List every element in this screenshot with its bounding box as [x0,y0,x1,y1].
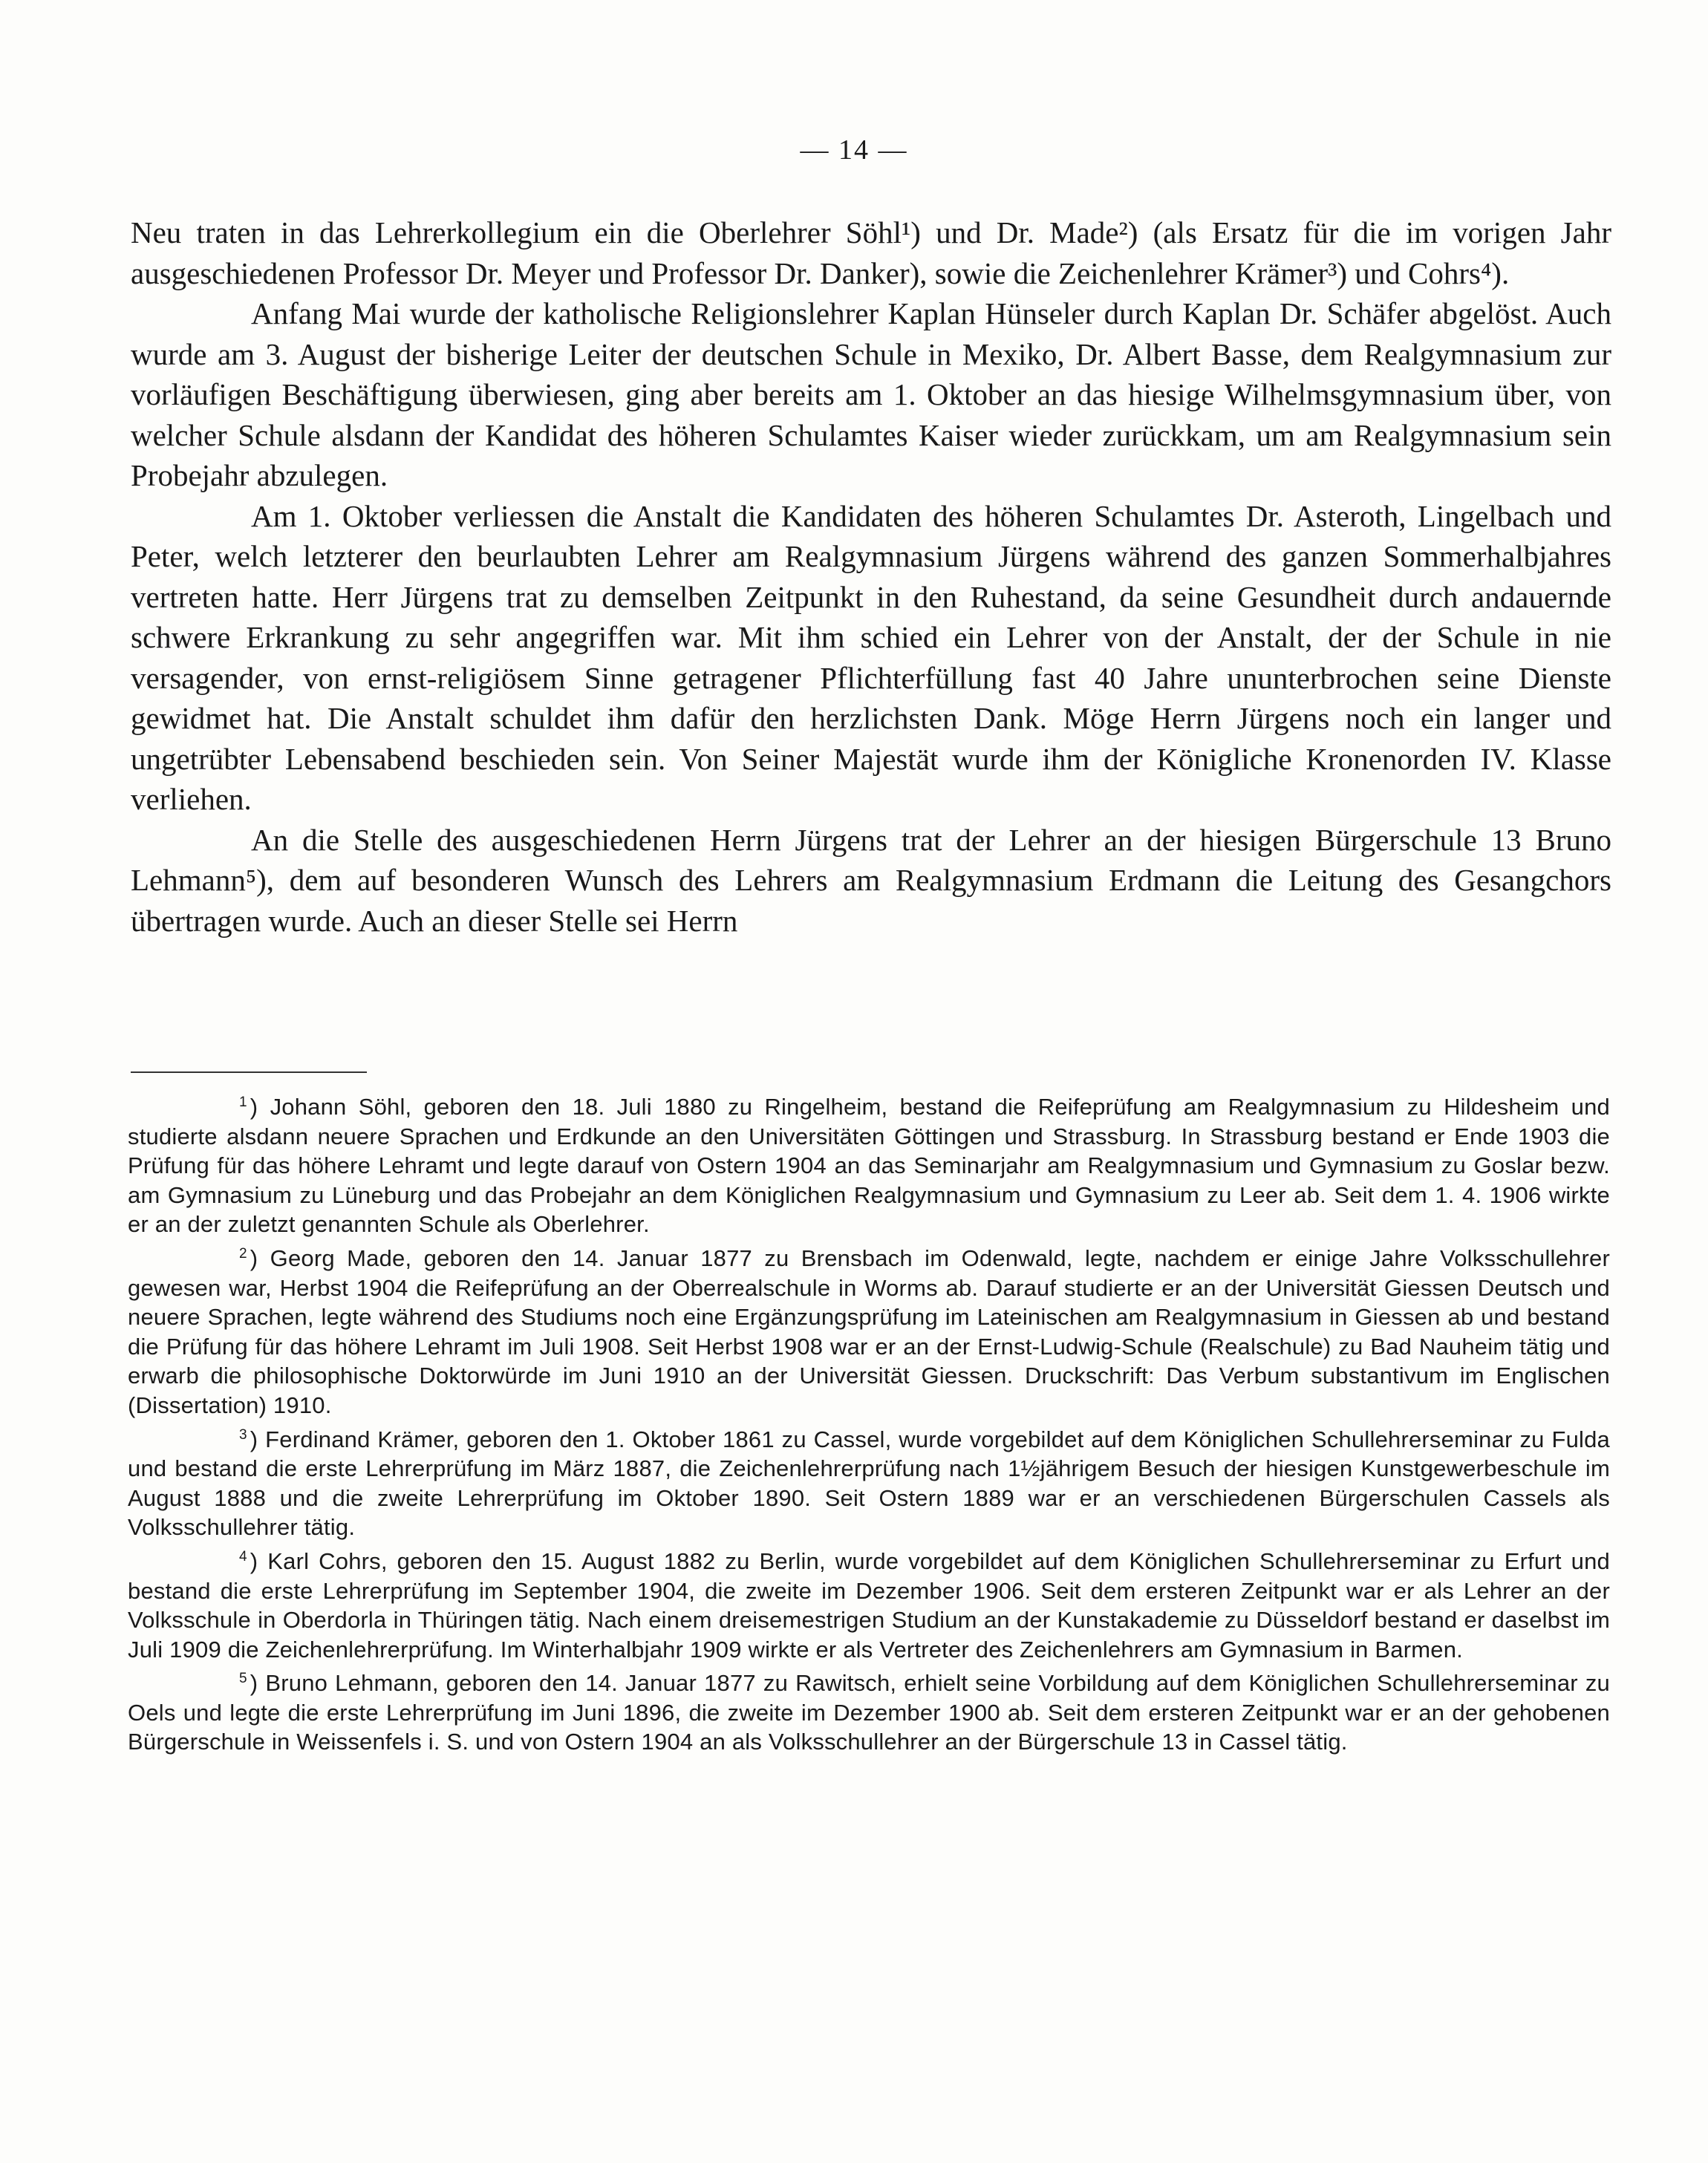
footnote [128,1668,1610,1757]
footnote-marker-paren: ) [250,1094,258,1120]
page-number: — 14 — [800,134,908,166]
footnote [128,1244,1610,1420]
footnotes [128,1092,1610,1761]
footnote-text: Johann Söhl, geboren den 18. Juli 1880 zu Ringelheim, bestand die Reifeprüfung am Realgymnasium zu Hildesheim und studierte alsdann neuere Sprachen und Erdkunde an den Universitäten Göttingen und Strassburg. In Strassburg bestand er Ende 1903 die Prüfung für das höhere Lehramt und legte darauf von Ostern 1904 an das Seminarjahr am Realgymnasium und Gymnasium zu Goslar bezw. am Gymnasium zu Lüneburg und das Probejahr an dem Königlichen Realgymnasium und Gymnasium zu Leer ab. Seit dem 1. 4. 1906 wirkte er an der zuletzt genannten Schule als Oberlehrer. [128,1094,1610,1238]
footnote-marker-paren: ) [250,1670,258,1697]
footnote-text: Karl Cohrs, geboren den 15. August 1882 zu Berlin, wurde vorgebildet auf dem Königlichen Schullehrerseminar zu Erfurt und bestand die erste Lehrerprüfung im September 1904, die zweite im Dezember 1906. Seit dem ersteren Zeitpunkt war er als Lehrer an der Volksschule in Oberdorla in Thüringen tätig. Nach einem dreisemestrigen Studium an der Kunstakademie zu Düsseldorf bestand er daselbst im Juli 1909 die Zeichenlehrerprüfung. Im Winterhalbjahr 1909 wirkte er als Vertreter des Zeichenlehrers am Gymnasium in Barmen. [128,1547,1610,1663]
footnote-marker-paren: ) [250,1426,258,1452]
footnote-text: Ferdinand Krämer, geboren den 1. Oktober 1861 zu Cassel, wurde vorgebildet auf dem Königlichen Schullehrerseminar zu Fulda und bestand die erste Lehrerprüfung im März 1887, die Zeichenlehrerprüfung nach 1½jährigem Besuch der hiesigen Kunstgewerbeschule im August 1888 und die zweite Lehrerprüfung im Oktober 1890. Seit Ostern 1889 war er an verschiedenen Bürgerschulen Cassels als Volksschullehrer tätig. [128,1426,1610,1541]
footnote-marker: 2 [239,1245,247,1262]
footnote-marker-paren: ) [250,1244,258,1271]
footnote-separator [131,1071,367,1073]
footnote-marker: 5 [239,1671,247,1687]
footnote [128,1092,1610,1239]
footnote-marker-paren: ) [250,1547,258,1574]
paragraph: An die Stelle des ausgeschiedenen Herrn Jürgens trat der Lehrer an der hiesigen Bürgerschule 13 Bruno Lehmann⁵), dem auf besonderen Wunsch des Lehrers am Realgymnasium Erdmann die Leitung des Gesangchors übertragen wurde. Auch an dieser Stelle sei Herrn [131,822,1611,938]
footnote-text: Bruno Lehmann, geboren den 14. Januar 1877 zu Rawitsch, erhielt seine Vorbildung auf dem Königlichen Schullehrerseminar zu Oels und legte die erste Lehrerprüfung im Juni 1896, die zweite im Dezember 1900 ab. Seit dem ersteren Zeitpunkt war er an der gehobenen Bürgerschule in Weissenfels i. S. und von Ostern 1904 an als Volksschullehrer an der Bürgerschule 13 in Cassel tätig. [128,1670,1610,1755]
footnote [128,1425,1610,1542]
footnote [128,1547,1610,1664]
footnote-marker: 4 [239,1548,247,1565]
main-text [131,212,1611,941]
footnote-text: Georg Made, geboren den 14. Januar 1877 zu Brensbach im Odenwald, legte, nachdem er einige Jahre Volksschullehrer gewesen war, Herbst 1904 die Reifeprüfung an der Oberrealschule in Worms ab. Darauf studierte er an der Universität Giessen Deutsch und neuere Sprachen, legte während des Studiums noch eine Ergänzungsprüfung im Lateinischen am Realgymnasium in Giessen ab und bestand die Prüfung für das höhere Lehramt im Juli 1908. Seit Herbst 1908 war er an der Ernst-Ludwig-Schule (Realschule) zu Bad Nauheim tätig und erwarb die philosophische Doktorwürde im Juni 1910 an der Universität Giessen. Druckschrift: Das Verbum substantivum im Englischen (Dissertation) 1910. [128,1244,1610,1418]
footnote-marker: 1 [239,1094,247,1110]
footnote-marker: 3 [239,1426,247,1443]
paragraph: Neu traten in das Lehrerkollegium ein die Oberlehrer Söhl¹) und Dr. Made²) (als Ersatz für die im vorigen Jahr ausgeschiedenen Professor Dr. Meyer und Professor Dr. Danker), sowie die Zeichenlehrer Krämer³) und Cohrs⁴). [131,215,1611,290]
paragraph: Anfang Mai wurde der katholische Religionslehrer Kaplan Hünseler durch Kaplan Dr. Schäfer abgelöst. Auch wurde am 3. August der bisherige Leiter der deutschen Schule in Mexiko, Dr. Albert Basse, dem Realgymnasium zur vorläufigen Beschäftigung überwiesen, ging aber bereits am 1. Oktober an das hiesige Wilhelmsgymnasium über, von welcher Schule alsdann der Kandidat des höheren Schulamtes Kaiser wieder zurückkam, um am Realgymnasium sein Probejahr abzulegen. [131,296,1611,492]
paragraph: Am 1. Oktober verliessen die Anstalt die Kandidaten des höheren Schulamtes Dr. Asteroth, Lingelbach und Peter, welch letzterer den beurlaubten Lehrer am Realgymnasium Jürgens während des ganzen Sommerhalbjahres vertreten hatte. Herr Jürgens trat zu demselben Zeitpunkt in den Ruhestand, da seine Gesundheit durch andauernde schwere Erkrankung zu sehr angegriffen war. Mit ihm schied ein Lehrer von der Anstalt, der der Schule in nie versagender, von ernst-religiösem Sinne getragener Pflichterfüllung fast 40 Jahre ununterbrochen seine Dienste gewidmet hat. Die Anstalt schuldet ihm dafür den herzlichsten Dank. Möge Herrn Jürgens noch ein langer und ungetrübter Lebensabend beschieden sein. Von Seiner Majestät wurde ihm der Königliche Kronenorden IV. Klasse verliehen. [131,498,1611,816]
